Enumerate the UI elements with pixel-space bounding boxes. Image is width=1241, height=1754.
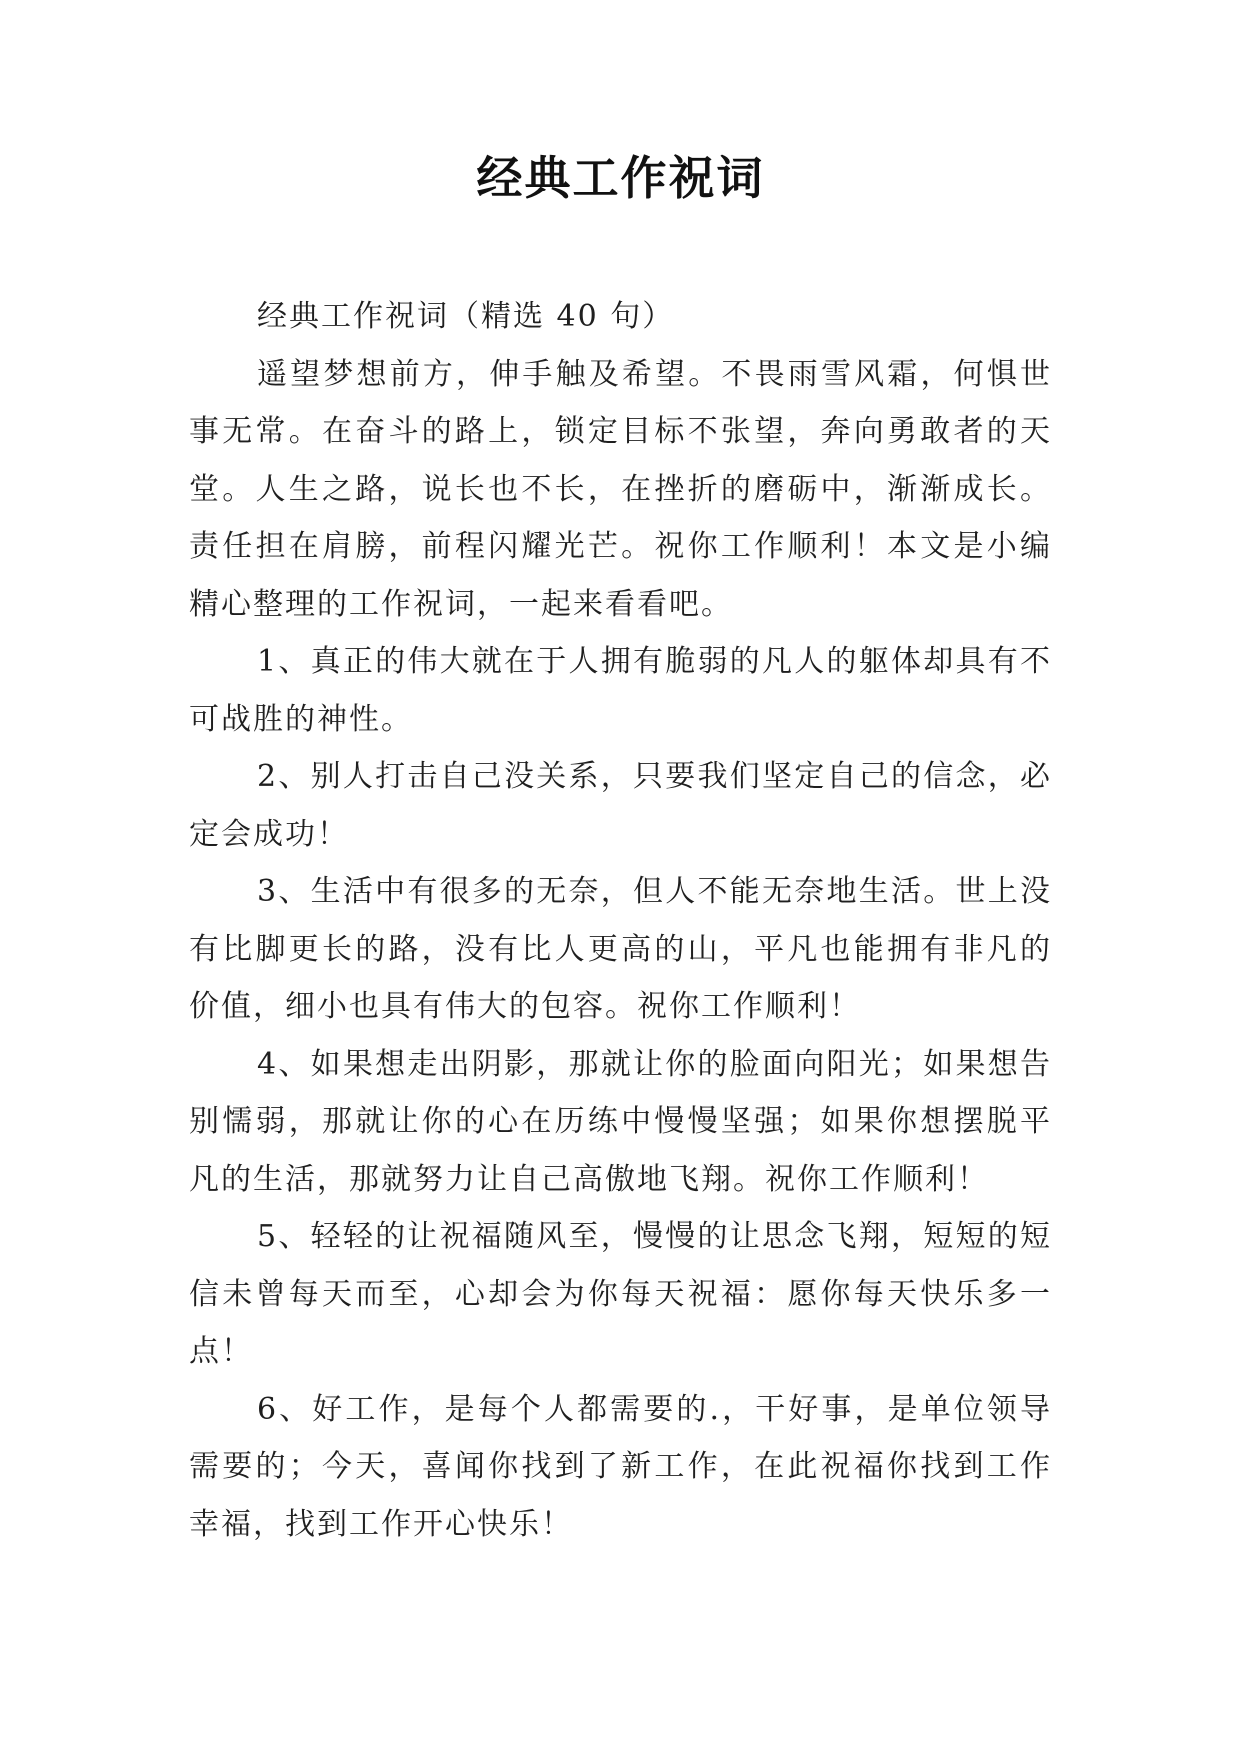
- paragraph-intro: 遥望梦想前方，伸手触及希望。不畏雨雪风霜，何惧世事无常。在奋斗的路上，锁定目标不张望，奔向勇敢者的天堂。人生之路，说长也不长，在挫折的磨砺中，渐渐成长。责任担在肩膀，前程闪耀光芒。祝你工作顺利！本文是小编精心整理的工作祝词，一起来看看吧。: [189, 356, 1052, 622]
- paragraph-item-3: 3、生活中有很多的无奈，但人不能无奈地生活。世上没有比脚更长的路，没有比人更高的山，平凡也能拥有非凡的价值，细小也具有伟大的包容。祝你工作顺利！: [189, 874, 1052, 1024]
- paragraph-item-6: 6、好工作，是每个人都需要的.，干好事，是单位领导需要的；今天，喜闻你找到了新工作，在此祝福你找到工作幸福，找到工作开心快乐！: [189, 1391, 1052, 1542]
- paragraph-item-5: 5、轻轻的让祝福随风至，慢慢的让思念飞翔，短短的短信未曾每天而至，心却会为你每天祝福：愿你每天快乐多一点！: [189, 1219, 1052, 1369]
- document-title: 经典工作祝词: [476, 151, 765, 205]
- document-body: [189, 288, 1052, 1553]
- paragraph-item-1: 1、真正的伟大就在于人拥有脆弱的凡人的躯体却具有不可战胜的神性。: [189, 644, 1052, 737]
- paragraph-heading: 经典工作祝词（精选 40 句）: [257, 299, 675, 334]
- paragraph-item-2: 2、别人打击自己没关系，只要我们坚定自己的信念，必定会成功！: [189, 759, 1052, 852]
- paragraph-item-4: 4、如果想走出阴影，那就让你的脸面向阳光；如果想告别懦弱，那就让你的心在历练中慢慢坚强；如果你想摆脱平凡的生活，那就努力让自己高傲地飞翔。祝你工作顺利！: [189, 1046, 1052, 1197]
